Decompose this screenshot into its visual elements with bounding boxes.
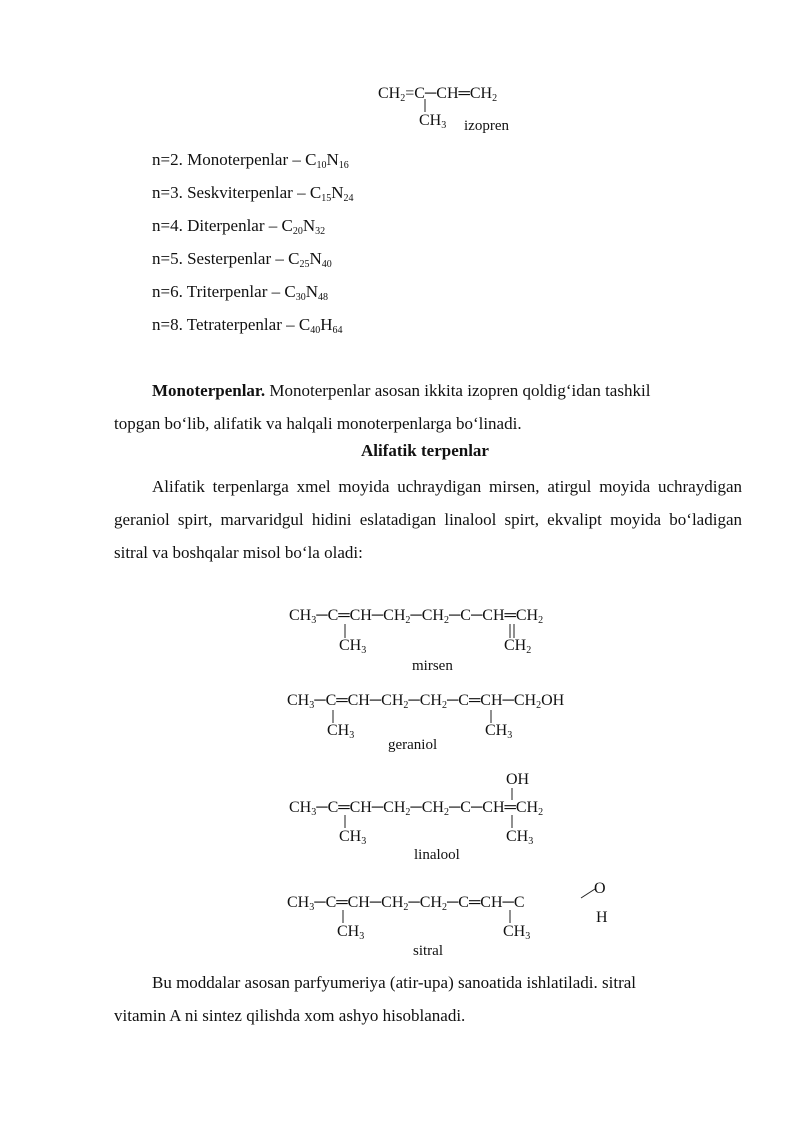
linalool-caption: linalool: [414, 847, 460, 863]
monoterpenes-text-2: topgan bo‘lib, alifatik va halqali monoterpenlarga bo‘linadi.: [114, 414, 522, 433]
myrcene-methylene: $CH_2$: [504, 637, 532, 656]
formula-hydrogen-count: 16: [338, 160, 349, 171]
isoprene-caption: izopren: [464, 118, 509, 134]
citral-methyl-1: $CH_3$: [337, 923, 365, 942]
terpene-n: n=5.: [152, 249, 188, 268]
formula-hydrogen: N: [305, 282, 318, 301]
aliphatic-paragraph: Alifatik terpenlarga xmel moyida uchraydigan mirsen, atirgul moyida uchraydigan geraniol spirt, marvaridgul hidini eslatadigan linalool spirt, ekvalipt moyida bo‘ladigan sitral va boshqalar misol bo‘la oladi:: [114, 477, 742, 562]
terpene-n: n=6.: [152, 282, 187, 301]
formula-carbon-count: 10: [316, 160, 327, 171]
aliphatic-heading: Alifatik terpenlar: [361, 441, 489, 460]
terpene-n: n=2.: [152, 150, 188, 169]
isoprene-main-chain: $CH_2=C─CH═CH_2$: [378, 85, 498, 104]
formula-hydrogen-count: 40: [321, 259, 332, 270]
myrcene-main-chain: $CH_3─C═CH─CH_2─CH_2─C─CH═CH_2$: [289, 607, 544, 626]
formula-hydrogen: H: [320, 315, 333, 334]
linalool-main-chain: $CH_3─C═CH─CH_2─CH_2─C─CH═CH_2$: [289, 799, 544, 818]
closing-text-2: vitamin A ni sintez qilishda xom ashyo hisoblanadi.: [114, 1006, 466, 1025]
geraniol-methyl-1: $CH_3$: [327, 722, 355, 741]
myrcene-methyl: $CH_3$: [339, 637, 367, 656]
formula-carbon: C: [288, 249, 300, 268]
myrcene-caption: mirsen: [412, 658, 453, 674]
terpene-n: n=8.: [152, 315, 187, 334]
formula-carbon-count: 15: [321, 193, 332, 204]
geraniol-main-chain: $CH_3─C═CH─CH_2─CH_2─C═CH─CH_2OH$: [287, 692, 565, 711]
terpene-name: Tetraterpenlar –: [186, 315, 299, 334]
terpene-name: Triterpenlar –: [186, 282, 285, 301]
formula-carbon-count: 40: [310, 325, 321, 336]
closing-paragraph: [114, 966, 742, 1032]
terpene-n: n=4.: [152, 216, 188, 235]
formula-hydrogen-count: 48: [317, 292, 328, 303]
terpene-name: Seskviterpenlar –: [187, 183, 310, 202]
formula-carbon-count: 25: [299, 259, 310, 270]
linalool-hydroxyl: OH: [506, 771, 530, 788]
terpene-name: Monoterpenlar –: [187, 150, 306, 169]
formula-carbon: C: [305, 150, 317, 169]
isoprene-methyl: $CH_3$: [419, 112, 447, 131]
formula-hydrogen: N: [302, 216, 316, 235]
formula-carbon: C: [281, 216, 293, 235]
formula-carbon-count: 30: [295, 292, 306, 303]
citral-methyl-2: $CH_3$: [503, 923, 531, 942]
formula-hydrogen-count: 64: [332, 325, 343, 336]
citral-aldehyde-hydrogen: H: [596, 909, 608, 926]
formula-carbon-count: 20: [292, 226, 303, 237]
linalool-methyl-2: $CH_3$: [506, 828, 534, 847]
formula-hydrogen-count: 32: [315, 226, 326, 237]
terpene-name: Diterpenlar –: [187, 216, 282, 235]
citral-aldehyde-oxygen: O: [594, 880, 606, 897]
linalool-methyl-1: $CH_3$: [339, 828, 367, 847]
formula-hydrogen: N: [309, 249, 322, 268]
formula-carbon: C: [309, 183, 322, 202]
terpene-n: n=3.: [152, 183, 188, 202]
formula-hydrogen: N: [326, 150, 339, 169]
formula-hydrogen-count: 24: [343, 193, 354, 204]
citral-main-chain: $CH_3─C═CH─CH_2─CH_2─C═CH─C$: [287, 894, 525, 913]
terpene-name: Sesterpenlar –: [187, 249, 289, 268]
closing-text-1: Bu moddalar asosan parfyumeriya (atir-upa) sanoatida ishlatiladi. sitral: [152, 973, 637, 992]
formula-carbon: C: [298, 315, 311, 334]
monoterpenes-heading: Monoterpenlar.: [152, 381, 266, 400]
geraniol-methyl-2: $CH_3$: [485, 722, 513, 741]
geraniol-caption: geraniol: [388, 737, 438, 753]
formula-hydrogen: N: [331, 183, 344, 202]
citral-caption: sitral: [413, 943, 443, 959]
formula-carbon: C: [284, 282, 296, 301]
monoterpenes-text-1: Monoterpenlar asosan ikkita izopren qoldig‘idan tashkil: [269, 381, 651, 400]
